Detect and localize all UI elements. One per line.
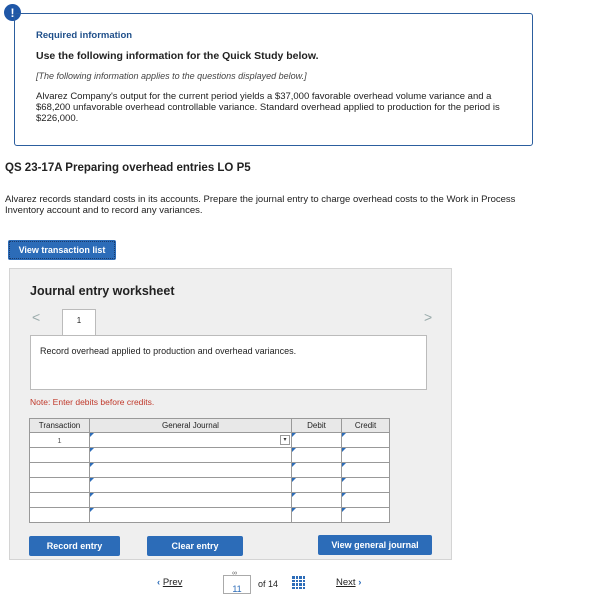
- transaction-cell: [30, 448, 90, 463]
- debit-cell[interactable]: [292, 493, 342, 508]
- general-journal-cell[interactable]: [90, 433, 292, 448]
- worksheet-title: Journal entry worksheet: [30, 284, 175, 298]
- entry-tab-1[interactable]: 1: [62, 309, 96, 336]
- required-information-box: [14, 13, 533, 146]
- credit-cell[interactable]: [342, 508, 390, 523]
- general-journal-cell[interactable]: [90, 448, 292, 463]
- table-row: [30, 493, 390, 508]
- general-journal-cell[interactable]: [90, 463, 292, 478]
- table-row: [30, 463, 390, 478]
- question-title: QS 23-17A Preparing overhead entries LO P5: [5, 162, 251, 174]
- clear-entry-button[interactable]: Clear entry: [147, 536, 243, 556]
- debit-cell[interactable]: [292, 448, 342, 463]
- record-entry-button[interactable]: Record entry: [29, 536, 120, 556]
- next-button[interactable]: [336, 577, 361, 588]
- credit-cell[interactable]: [342, 433, 390, 448]
- link-icon: ∞: [232, 570, 237, 577]
- credit-cell[interactable]: [342, 448, 390, 463]
- debit-cell[interactable]: [292, 478, 342, 493]
- required-info-note: [The following information applies to the questions displayed below.]: [36, 71, 307, 81]
- transaction-cell: [30, 493, 90, 508]
- credit-cell[interactable]: [342, 463, 390, 478]
- journal-table: [29, 418, 390, 523]
- view-general-journal-button[interactable]: View general journal: [318, 535, 432, 555]
- entry-prompt: Record overhead applied to production and overhead variances.: [30, 335, 427, 390]
- next-label: Next: [336, 577, 356, 588]
- next-entry-arrow-icon[interactable]: >: [424, 309, 433, 325]
- required-info-subtitle: Use the following information for the Quick Study below.: [36, 50, 319, 62]
- transaction-cell: [30, 478, 90, 493]
- debit-cell[interactable]: [292, 463, 342, 478]
- debits-credits-note: Note: Enter debits before credits.: [30, 397, 155, 407]
- credit-cell[interactable]: [342, 478, 390, 493]
- prev-entry-arrow-icon[interactable]: <: [32, 309, 41, 325]
- table-row: [30, 478, 390, 493]
- exclamation-icon: !: [4, 4, 21, 21]
- required-info-body: Alvarez Company's output for the current period yields a $37,000 favorable overhead volume variance and a $68,200 unfavorable overhead controllable variance. Standard overhead applied to production for the period is $226,000.: [36, 91, 500, 124]
- chevron-left-icon: ‹: [157, 577, 161, 588]
- debit-cell[interactable]: [292, 508, 342, 523]
- transaction-cell: 1: [30, 433, 90, 448]
- debit-cell[interactable]: [292, 433, 342, 448]
- question-grid-icon[interactable]: [292, 576, 305, 589]
- transaction-cell: [30, 463, 90, 478]
- general-journal-cell[interactable]: [90, 508, 292, 523]
- col-general-journal: General Journal: [90, 419, 292, 433]
- required-info-title: Required information: [36, 30, 133, 41]
- table-row: [30, 448, 390, 463]
- chevron-down-icon[interactable]: ▾: [280, 435, 290, 445]
- credit-cell[interactable]: [342, 493, 390, 508]
- current-page-input[interactable]: 11: [223, 575, 251, 594]
- general-journal-cell[interactable]: [90, 478, 292, 493]
- question-pager: [0, 570, 600, 594]
- prev-label: Prev: [162, 577, 183, 588]
- table-row: [30, 433, 390, 448]
- col-debit: Debit: [292, 419, 342, 433]
- general-journal-cell[interactable]: [90, 493, 292, 508]
- question-instructions: Alvarez records standard costs in its accounts. Prepare the journal entry to charge overhead costs to the Work in Process Inventory account and to record any variances.: [5, 194, 516, 216]
- chevron-right-icon: ›: [358, 577, 362, 588]
- col-transaction: Transaction: [30, 419, 90, 433]
- view-transaction-list-button[interactable]: View transaction list: [8, 240, 116, 260]
- page-count: of 14: [258, 579, 279, 589]
- col-credit: Credit: [342, 419, 390, 433]
- prev-button[interactable]: [157, 577, 182, 588]
- journal-entry-worksheet: [9, 268, 452, 560]
- transaction-cell: [30, 508, 90, 523]
- table-row: [30, 508, 390, 523]
